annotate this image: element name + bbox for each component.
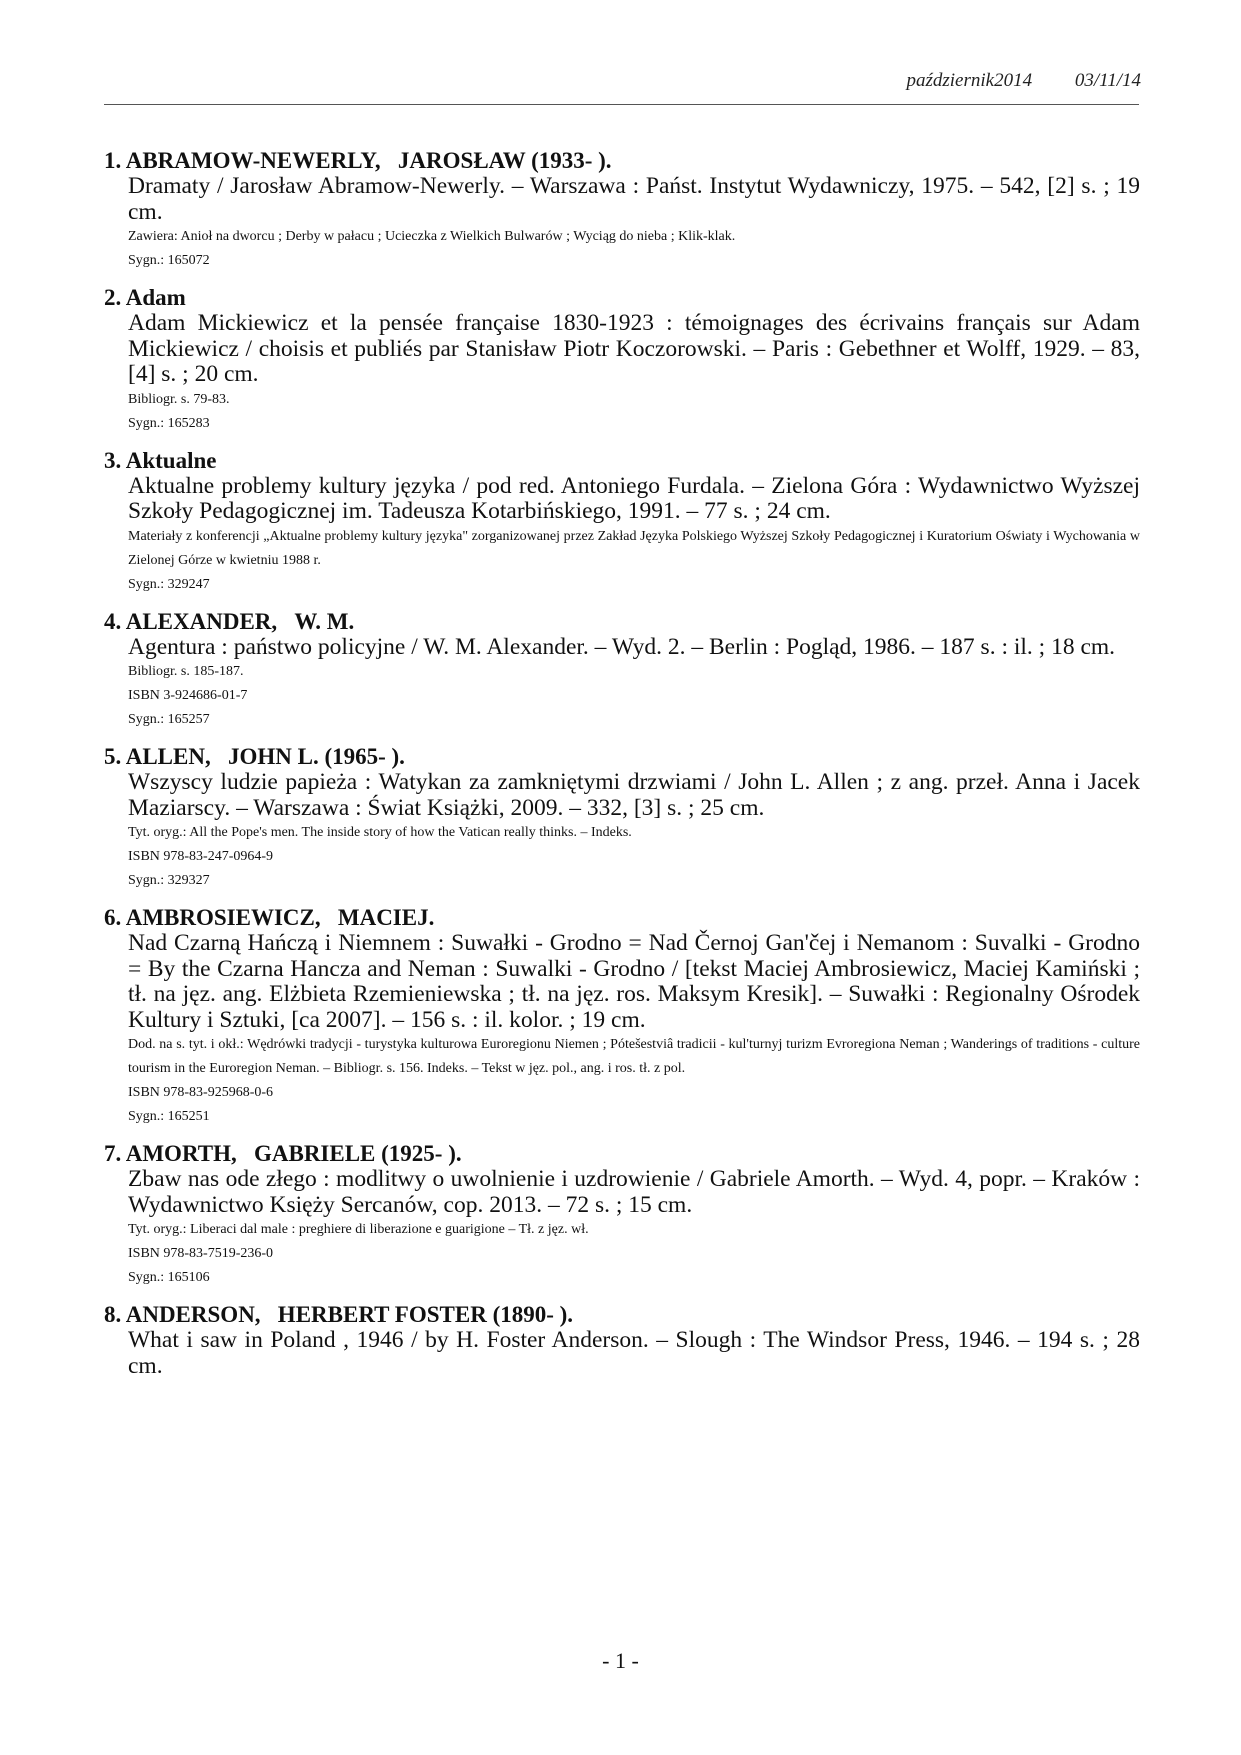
entry-isbn: ISBN 978-83-925968-0-6 <box>128 1085 274 1100</box>
entry <box>104 448 1140 597</box>
entry <box>104 744 1140 893</box>
entry-description: Agentura : państwo policyjne / W. M. Alexander. – Wyd. 2. – Berlin : Pogląd, 1986. – 187 s. : il. ; 18 cm. <box>128 633 1116 660</box>
entry-note: Bibliogr. s. 185-187. <box>128 664 244 679</box>
entry-heading: 8. ANDERSON, HERBERT FOSTER (1890- ). <box>104 1302 574 1327</box>
entry <box>104 1302 1140 1379</box>
bibliography-list <box>104 148 1140 1391</box>
entry-isbn: ISBN 3-924686-01-7 <box>128 688 248 703</box>
header-date: 03/11/14 <box>1074 70 1141 91</box>
entry-note: Tyt. oryg.: All the Pope's men. The inside story of how the Vatican really thinks. – Indeks. <box>128 825 632 840</box>
entry-signature: Sygn.: 165251 <box>128 1109 210 1124</box>
header-label: październik2014 <box>906 70 1033 91</box>
entry-heading: 4. ALEXANDER, W. M. <box>104 608 355 634</box>
page-header <box>906 70 1141 92</box>
entry <box>104 148 1140 273</box>
entry-description: Adam Mickiewicz et la pensée française 1830-1923 : témoignages des écrivains français sur Adam Mickiewicz / choisis et publiés par Stanisław Piotr Koczorowski. – Paris : Gebethner et Wolff, 1929. – 83, [4] s. ; 20 cm. <box>128 310 1140 387</box>
entry-signature: Sygn.: 165072 <box>128 253 210 268</box>
entry-description: What i saw in Poland , 1946 / by H. Foster Anderson. – Slough : The Windsor Press, 1946. – 194 s. ; 28 cm. <box>128 1327 1140 1379</box>
entry-description: Nad Czarną Hańczą i Niemnem : Suwałki - Grodno = Nad Černoj Gan'čej i Nemanom : Suvalki - Grodno = By the Czarna Hancza and Neman : Suwalki - Grodno / [tekst Maciej Ambrosiewicz, Maciej Kamiński ; tł. na jęz. ang. Elżbieta Rzemieniewska ; tł. na jęz. ros. Maksym Kresik]. – Suwałki : Regionalny Ośrodek Kultury i Sztuki, [ca 2007]. – 156 s. : il. kolor. ; 19 cm. <box>128 930 1140 1033</box>
entry-isbn: ISBN 978-83-7519-236-0 <box>128 1246 274 1261</box>
entry-note: Zawiera: Anioł na dworcu ; Derby w pałacu ; Ucieczka z Wielkich Bulwarów ; Wyciąg do nieba ; Klik-klak. <box>128 229 736 244</box>
entry-heading: 1. ABRAMOW-NEWERLY, JAROSŁAW (1933- ). <box>104 148 612 173</box>
entry-note: Bibliogr. s. 79-83. <box>128 391 230 407</box>
entry-isbn: ISBN 978-83-247-0964-9 <box>128 849 274 864</box>
entry <box>104 609 1140 733</box>
entry-heading: 7. AMORTH, GABRIELE (1925- ). <box>104 1141 462 1166</box>
entry-note: Materiały z konferencji „Aktualne problemy kultury języka" zorganizowanej przez Zakład Języka Polskiego Wyższej Szkoły Pedagogicznej i Kuratorium Oświaty i Wychowania w Zielonej Górze w kwietniu 1988 r. <box>128 528 1140 568</box>
entry-description: Dramaty / Jarosław Abramow-Newerly. – Warszawa : Państ. Instytut Wydawniczy, 1975. – 542, [2] s. ; 19 cm. <box>128 173 1140 225</box>
page-number: - 1 - <box>602 1648 639 1673</box>
entry <box>104 1141 1140 1290</box>
entry-heading: 2. Adam <box>104 285 186 310</box>
entry <box>104 905 1140 1129</box>
entry-heading: 6. AMBROSIEWICZ, MACIEJ. <box>104 905 435 930</box>
entry-signature: Sygn.: 329247 <box>128 576 210 592</box>
entry-description: Wszyscy ludzie papieża : Watykan za zamkniętymi drzwiami / John L. Allen ; z ang. przeł. Anna i Jacek Maziarscy. – Warszawa : Świat Książki, 2009. – 332, [3] s. ; 25 cm. <box>128 769 1140 821</box>
entry-heading: 3. Aktualne <box>104 447 217 473</box>
entry-heading: 5. ALLEN, JOHN L. (1965- ). <box>104 744 405 769</box>
header-rule <box>104 104 1139 105</box>
entry-note: Tyt. oryg.: Liberaci dal male : preghiere di liberazione e guarigione – Tł. z jęz. wł. <box>128 1222 589 1237</box>
entry-description: Aktualne problemy kultury języka / pod red. Antoniego Furdala. – Zielona Góra : Wydawnictwo Wyższej Szkoły Pedagogicznej im. Tadeusza Kotarbińskiego, 1991. – 77 s. ; 24 cm. <box>128 472 1140 524</box>
entry <box>104 285 1140 436</box>
entry-description: Zbaw nas ode złego : modlitwy o uwolnienie i uzdrowienie / Gabriele Amorth. – Wyd. 4, popr. – Kraków : Wydawnictwo Księży Sercanów, cop. 2013. – 72 s. ; 15 cm. <box>128 1166 1140 1218</box>
entry-signature: Sygn.: 329327 <box>128 873 210 888</box>
entry-signature: Sygn.: 165283 <box>128 415 210 431</box>
entry-signature: Sygn.: 165257 <box>128 712 210 727</box>
entry-note: Dod. na s. tyt. i okł.: Wędrówki tradycji - turystyka kulturowa Euroregionu Niemen ; Pótešestviâ tradicii - kul'turnyj turizm Evroregiona Neman ; Wanderings of traditions - culture tourism in the Euroregion Neman. – Bibliogr. s. 156. Indeks. – Tekst w jęz. pol., ang. i ros. tł. z pol. <box>128 1037 1140 1076</box>
entry-signature: Sygn.: 165106 <box>128 1270 210 1285</box>
